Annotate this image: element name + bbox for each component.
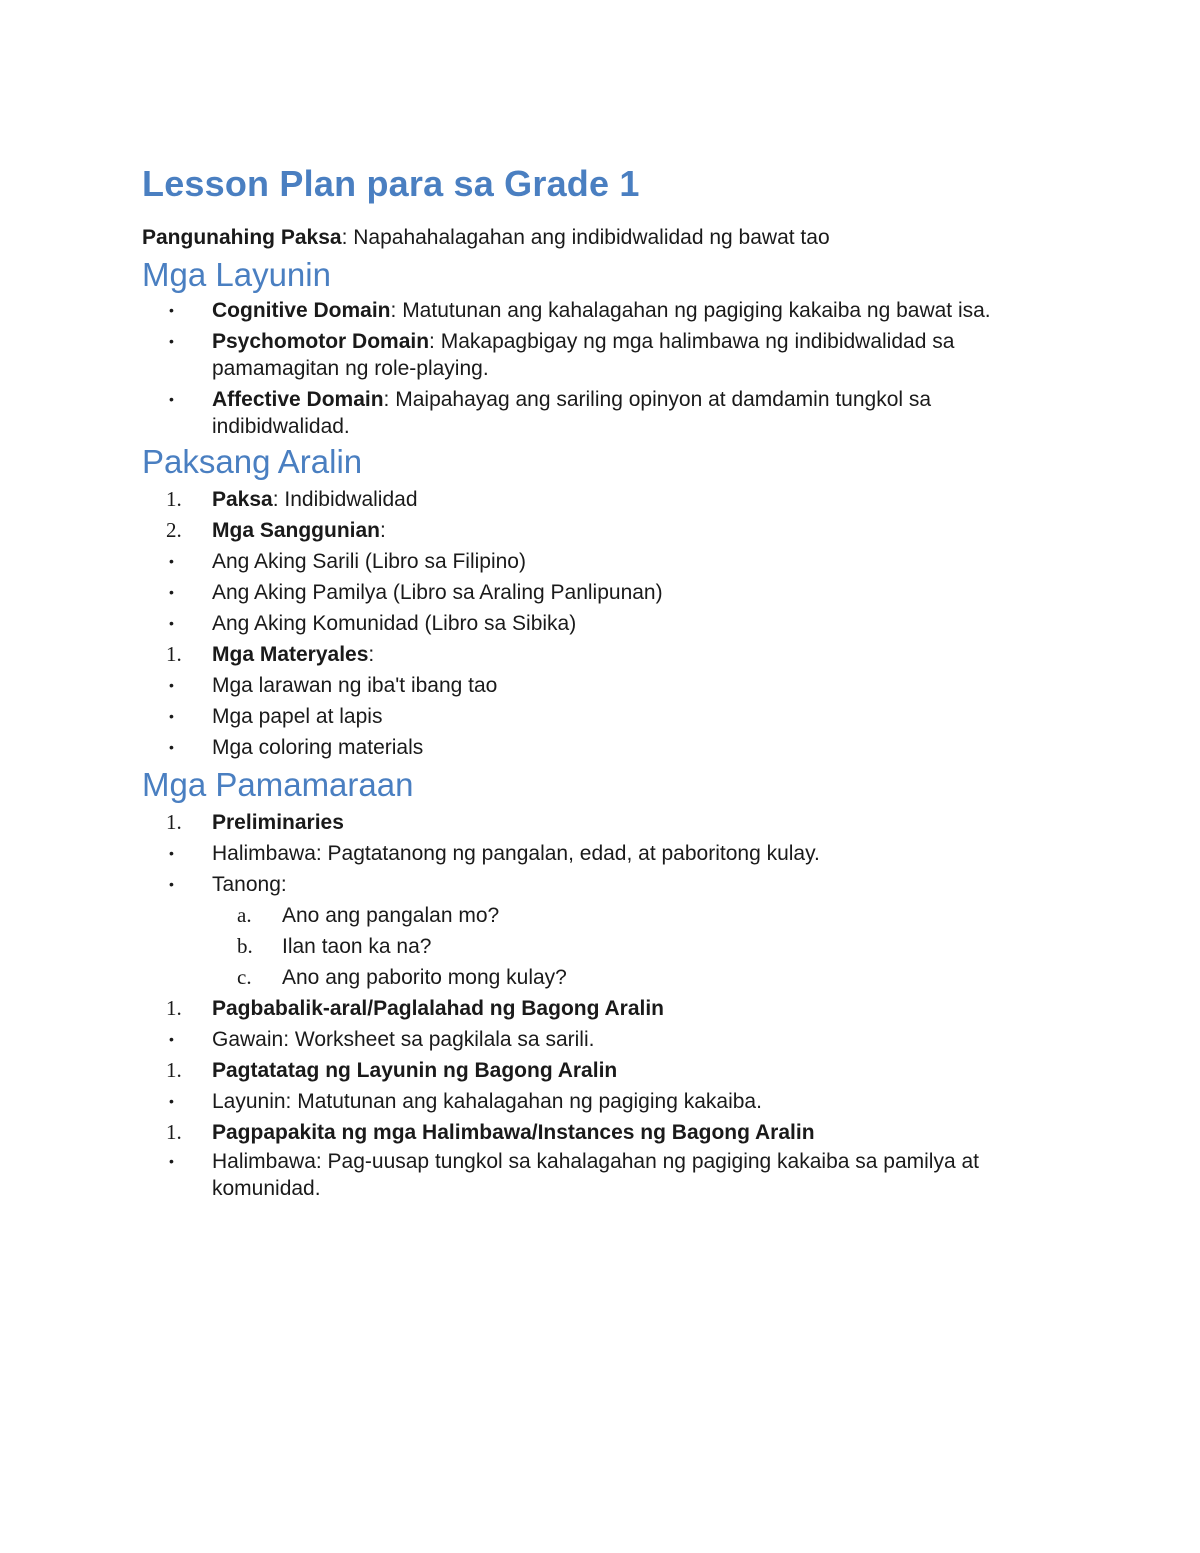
main-subject-label: Pangunahing Paksa xyxy=(142,226,342,249)
bullet-marker: • xyxy=(169,391,174,407)
page-title: Lesson Plan para sa Grade 1 xyxy=(142,163,640,204)
numbered-item-pakita: 1. Pagpapakita ng mga Halimbawa/Instances ng Bagong Aralin xyxy=(166,1120,815,1144)
question-item: c. Ano ang paborito mong kulay? xyxy=(237,965,567,989)
list-item: • Gawain: Worksheet sa pagkilala sa sarili. xyxy=(169,1028,595,1051)
section-heading-pamamaraan: Mga Pamamaraan xyxy=(142,766,414,803)
numbered-item-sanggunian: 2. Mga Sanggunian: xyxy=(166,518,386,542)
bullet-marker: • xyxy=(169,302,174,318)
aralin-list xyxy=(142,484,1062,763)
list-item: • Halimbawa: Pagtatanong ng pangalan, edad, at paboritong kulay. xyxy=(169,842,820,865)
pamamaraan-list xyxy=(142,807,1062,1202)
bullet-marker: • xyxy=(169,333,174,349)
main-subject: Pangunahing Paksa: Napahahalagahan ang indibidwalidad ng bawat tao xyxy=(142,226,830,249)
numbered-item-materyales: 1. Mga Materyales: xyxy=(166,642,375,666)
list-item: • Mga larawan ng iba't ibang tao xyxy=(169,674,498,697)
numbered-item-tatag: 1. Pagtatatag ng Layunin ng Bagong Aralin xyxy=(166,1058,618,1082)
numbered-item-paksa: 1. Paksa: Indibidwalidad xyxy=(166,487,418,511)
numbered-item-preliminaries: 1. Preliminaries xyxy=(166,810,344,834)
list-item: • Cognitive Domain: Matutunan ang kahalagahan ng pagiging kakaiba ng bawat isa. xyxy=(169,299,991,322)
objectives-list xyxy=(142,297,1062,440)
question-item: b. Ilan taon ka na? xyxy=(237,934,432,958)
section-heading-layunin: Mga Layunin xyxy=(142,256,331,293)
numbered-item-balik: 1. Pagbabalik-aral/Paglalahad ng Bagong Aralin xyxy=(166,996,664,1020)
document-content xyxy=(142,160,1062,1202)
list-item: • Ang Aking Komunidad (Libro sa Sibika) xyxy=(169,612,577,635)
list-item: • Tanong: xyxy=(169,873,287,896)
section-heading-aralin: Paksang Aralin xyxy=(142,443,363,480)
list-item: • Ang Aking Pamilya (Libro sa Araling Panlipunan) xyxy=(169,581,663,604)
list-item: • Psychomotor Domain: Makapagbigay ng mga halimbawa ng indibidwalidad sa pamamagitan ng role-playing. xyxy=(169,330,955,380)
list-item: • Mga papel at lapis xyxy=(169,705,383,728)
list-item: • Halimbawa: Pag-uusap tungkol sa kahalagahan ng pagiging kakaiba sa pamilya at komunidad. xyxy=(169,1150,980,1200)
list-item: • Ang Aking Sarili (Libro sa Filipino) xyxy=(169,550,526,573)
list-item: • Mga coloring materials xyxy=(169,736,424,759)
list-item: • Layunin: Matutunan ang kahalagahan ng pagiging kakaiba. xyxy=(169,1090,762,1113)
main-subject-text: Napahahalagahan ang indibidwalidad ng bawat tao xyxy=(347,226,830,249)
question-item: a. Ano ang pangalan mo? xyxy=(237,903,500,927)
list-item: • Affective Domain: Maipahayag ang sariling opinyon at damdamin tungkol sa indibidwalidad. xyxy=(169,388,932,438)
